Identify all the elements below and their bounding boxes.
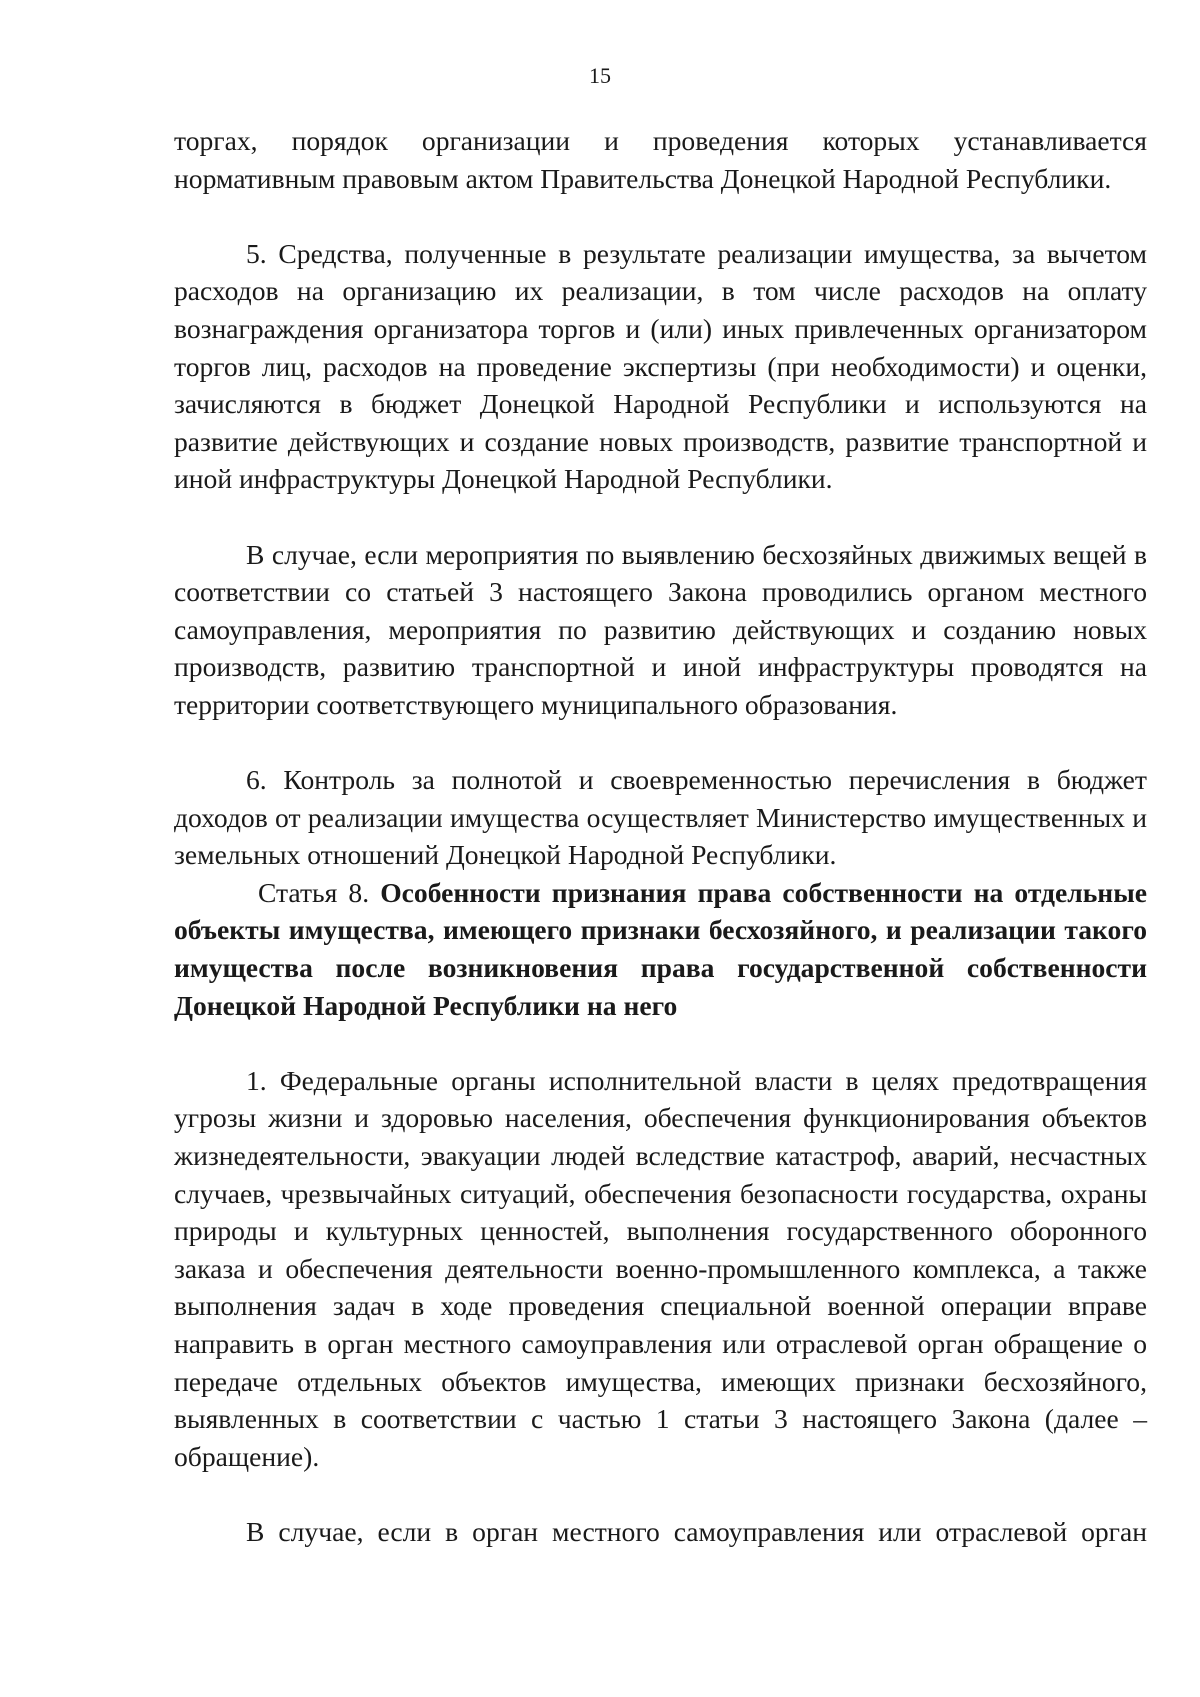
paragraph-6: 6. Контроль за полнотой и своевременностью перечисления в бюджет доходов от реализации имущества осуществляет Министерство имущественных и земельных отношений Донецкой Народной Республики. (174, 764, 1147, 871)
paragraph-local-government-case: В случае, если мероприятия по выявлению бесхозяйных движимых вещей в соответствии со статьей 3 настоящего Закона проводились органом местного самоуправления, мероприятия по развитию действующих и созданию новых производств, развитию транспортной и иной инфраструктуры проводятся на территории соответствующего муниципального образования. (174, 538, 1147, 720)
article-8-paragraph-1: 1. Федеральные органы исполнительной власти в целях предотвращения угрозы жизни и здоровью населения, обеспечения функционирования объектов жизнедеятельности, эвакуации людей вследствие катастроф, аварий, несчастных случаев, чрезвычайных ситуаций, обеспечения безопасности государства, охраны природы и культурных ценностей, выполнения государственного оборонного заказа и обеспечения деятельности военно-промышленного комплекса, а также выполнения задач в ходе проведения специальной военной операции вправе направить в орган местного самоуправления или отраслевой орган обращение о передаче отдельных объектов имущества, имеющих признаки бесхозяйного, выявленных в соответствии с частью 1 статьи 3 настоящего Закона (далее – обращение). (174, 1064, 1147, 1472)
article-label: Статья 8. (258, 876, 370, 908)
document-body (174, 122, 1147, 1551)
article-8-paragraph-continued: В случае, если в орган местного самоуправления или отраслевой орган (246, 1515, 1147, 1547)
article-heading (174, 874, 1147, 1024)
paragraph-continuation: торгах, порядок организации и проведения которых устанавливается нормативным правовым актом Правительства Донецкой Народной Республики. (174, 125, 1147, 194)
paragraph-5: 5. Средства, полученные в результате реализации имущества, за вычетом расходов на организацию их реализации, в том числе расходов на оплату вознаграждения организатора торгов и (или) иных привлеченных организатором торгов лиц, расходов на проведение экспертизы (при необходимости) и оценки, зачисляются в бюджет Донецкой Народной Республики и используются на развитие действующих и создание новых производств, развитие транспортной и иной инфраструктуры Донецкой Народной Республики. (174, 237, 1147, 495)
article-title: Особенности признания права собственности на отдельные объекты имущества, имеющего признаки бесхозяйного, и реализации такого имущества после возникновения права государственной собственности Донецкой Народной Республики на него (174, 876, 1147, 1021)
page-number: 15 (589, 63, 611, 88)
